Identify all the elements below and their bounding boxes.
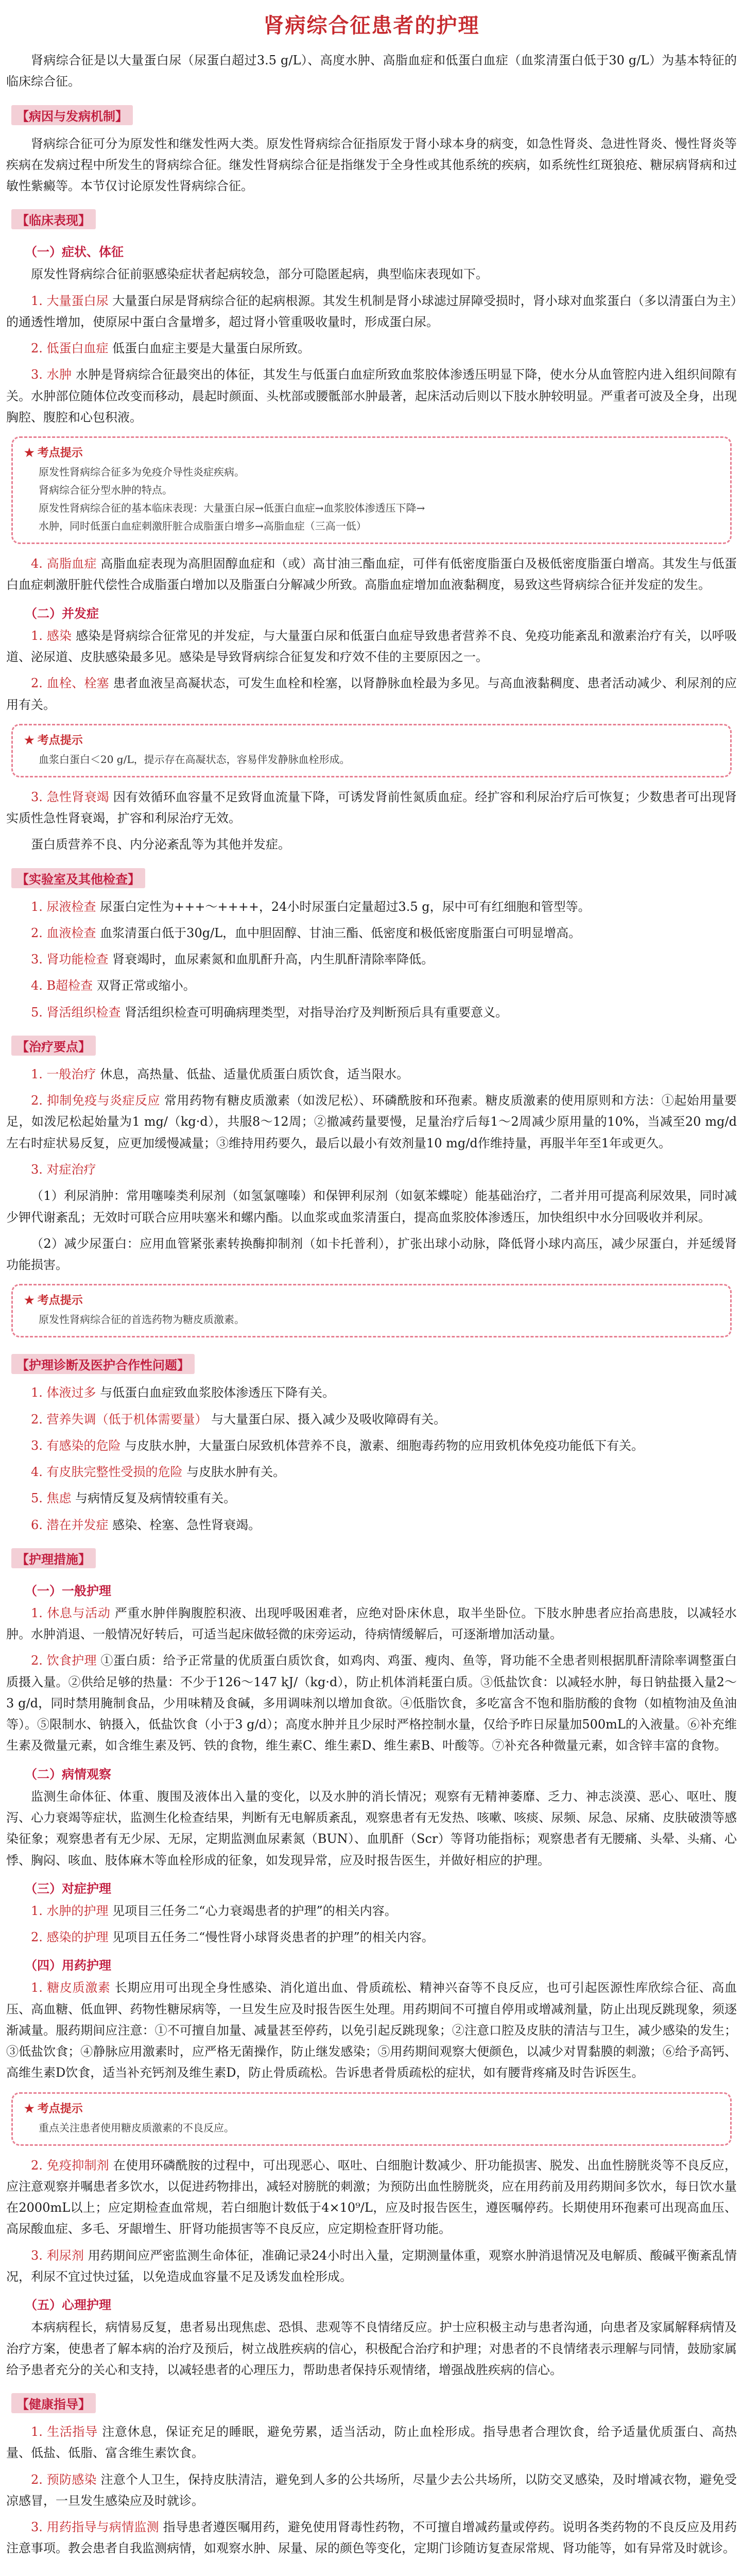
complication-thrombosis [6,673,737,716]
item-label: 3. 急性肾衰竭 [31,789,109,804]
item-text: 肾活组织检查可明确病理类型，对指导治疗及判断预后具有重要意义。 [125,1005,508,1020]
complication-infection [6,625,737,668]
tip-box-3 [11,1284,732,1337]
item-label: 6. 潜在并发症 [31,1517,109,1532]
item-label: 2. 低蛋白血症 [31,341,109,356]
complication-other: 蛋白质营养不良、内分泌紊乱等为其他并发症。 [31,837,290,852]
item-label: 1. 体液过多 [31,1385,96,1400]
section-heading-diagnosis: 【护理诊断及医护合作性问题】 [11,1354,195,1374]
item-label: 3. 对症治疗 [31,1162,96,1177]
item-label: 2. 饮食护理 [31,1653,97,1668]
item-label: 1. 休息与活动 [31,1605,111,1620]
item-label: 1. 感染 [31,628,72,643]
item-label: 2. 免疫抑制剂 [31,2158,109,2173]
health-item-infection [6,2469,737,2512]
section-heading-cause: 【病因与发病机制】 [11,105,133,125]
star-icon: ★ [24,733,34,747]
item-text: 因有效循环血容量不足致肾血流量下降，可诱发肾前性氮质血症。经扩容和利尿治疗后可恢复；少数患者可出现肾实质性急性肾衰竭，扩容和利尿治疗无效。 [6,789,737,826]
item-text: 水肿是肾病综合征最突出的体征，其发生与低蛋白血症所致血浆胶体渗透压明显下降，使水分从血管腔内进入组织间隙有关。水肿部位随体位改变而移动，晨起时颜面、头枕部或腰骶部水肿最著，起床活动后则以下肢水肿较明显。严重者可波及全身，出现胸腔、腹腔和心包积液。 [6,367,737,425]
item-text: 感染是肾病综合征常见的并发症，与大量蛋白尿和低蛋白血症导致患者营养不良、免疫功能紊乱和激素治疗有关，以呼吸道、泌尿道、皮肤感染最多见。感染是导致肾病综合征复发和疗效不佳的主要原因之一。 [6,628,737,664]
item-text: 与皮肤水肿有关。 [186,1465,286,1480]
item-label: 4. 有皮肤完整性受损的危险 [31,1465,183,1480]
subheading-symptomatic-care: （三）对症护理 [25,1880,111,1896]
item-text: 常用药物有糖皮质激素（如泼尼松）、环磷酰胺和环孢素。糖皮质激素的使用原则和方法：①起始用量要足，如泼尼松起始量为1 mg/（kg·d），共服8～12周；②撤减药量要慢，足量治疗后每1～2周减少原用量的10%，当减至20 mg/d左右时症状易反复，应更加缓慢减量；③维持用药要久，最后以最小有效剂量10 mg/d作维持量，再服半年至1年或更久。 [6,1093,737,1150]
tip-line: 水肿，同时低蛋白血症刺激肝脏合成脂蛋白增多→高脂血症（三高一低） [39,520,367,533]
item-text: 尿蛋白定性为+++～++++，24小时尿蛋白定量超过3.5 g，尿中可有红细胞和管型等。 [100,899,591,914]
item-label: 2. 营养失调（低于机体需要量） [31,1412,208,1427]
tip-heading: ★ 考点提示 [24,446,83,460]
tip-box-1 [11,436,732,544]
tip-box-4 [11,2092,732,2146]
clinical-item-proteinuria [6,291,737,333]
item-label: 1. 糖皮质激素 [31,1980,111,1995]
item-label: 3. 肾功能检查 [31,952,109,967]
tip-line: 原发性肾病综合征的首选药物为糖皮质激素。 [39,1313,245,1326]
item-text: ①蛋白质：给予正常量的优质蛋白质饮食，如鸡肉、鸡蛋、瘦肉、鱼等，肾功能不全患者则根据肌酐清除率调整蛋白质摄入量。②供给足够的热量：不少于126～147 kJ/（kg·d），防止机体消耗蛋白质。③低盐饮食：以减轻水肿，每日钠盐摄入量2～3 g/d，同时禁用腌制食品，少用味精及食碱，多用调味剂以增加食欲。④低脂饮食，多吃富含不饱和脂肪酸的食物（如植物油及鱼油等）。⑤限制水、钠摄入，低盐饮食（小于3 g/d）；高度水肿并且少尿时严格控制水量，仅给予昨日尿量加500mL的入液量。⑥补充维生素及微量元素，如含维生素及钙、铁的食物，维生素C、维生素D、维生素B、叶酸等。⑦补充各种微量元素，如含锌丰富的食物。 [6,1653,737,1753]
item-label: 3. 水肿 [31,367,72,382]
treat-item-immunosuppression [6,1090,737,1154]
lab-item-ultrasound [6,975,737,996]
diag-item-infection [6,1435,737,1456]
subheading-complications: （二）并发症 [25,605,99,621]
care-item-infection [6,1927,737,1948]
item-text: 与低蛋白血症致血浆胶体渗透压下降有关。 [100,1385,335,1400]
diag-item-nutrition [6,1409,737,1430]
item-text: 大量蛋白尿是肾病综合征的起病根源。其发生机制是肾小球滤过屏障受损时，肾小球对血浆蛋白（多以清蛋白为主）的通透性增加，使原尿中蛋白含量增多，超过肾小管重吸收量时，形成蛋白尿。 [6,293,737,329]
item-label: 4. B超检查 [31,978,93,993]
item-text: 长期应用可出现全身性感染、消化道出血、骨质疏松、精神兴奋等不良反应，也可引起医源性库欣综合征、高血压、高血糖、低血钾、药物性糖尿病等，一旦发生应及时报告医生处理。用药期间不可擅自停用或增减剂量，防止出现反跳现象，须逐渐减量。服药期间应注意：①不可擅自加量、减量甚至停药，以免引起反跳现象；②注意口腔及皮肤的清洁与卫生，减少感染的发生；③低盐饮食；④静脉应用激素时，应严格无菌操作，防止继发感染；⑤用药期间观察大便颜色，以减少对胃黏膜的刺激；⑥给予高钙、高维生素D饮食，适当补充钙剂及维生素D，防止骨质疏松。告诉患者骨质疏松的症状，如有腰背疼痛及时告诉医生。 [6,1980,737,2080]
section-heading-lab: 【实验室及其他检查】 [11,868,145,888]
care-item-diet [6,1650,737,1756]
section-heading-treatment: 【治疗要点】 [11,1036,96,1056]
health-item-medication [6,2517,737,2560]
tip-heading: ★ 考点提示 [24,1294,83,1308]
item-label: 1. 水肿的护理 [31,1903,109,1918]
symptoms-intro: 原发性肾病综合征前驱感染症状者起病较急，部分可隐匿起病，典型临床表现如下。 [31,267,488,282]
item-text: 与大量蛋白尿、摄入减少及吸收障碍有关。 [211,1412,446,1427]
diag-item-complications [6,1515,737,1536]
item-text: 与病情反复及病情较重有关。 [75,1491,236,1506]
tip-heading: ★ 考点提示 [24,733,83,747]
clinical-item-hypoalbuminemia [6,338,737,359]
item-text: 注意休息，保证充足的睡眠，避免劳累，适当活动，防止血栓形成。指导患者合理饮食，给予适量优质蛋白、高热量、低盐、低脂、富含维生素饮食。 [6,2425,737,2461]
subheading-psychological: （五）心理护理 [25,2297,111,2313]
care-item-edema [6,1901,737,1922]
star-icon: ★ [24,2102,34,2115]
clinical-item-hyperlipidemia [6,553,737,596]
section-heading-care: 【护理措施】 [11,1548,96,1568]
star-icon: ★ [24,1294,34,1308]
tip-line: 重点关注患者使用糖皮质激素的不良反应。 [39,2121,234,2134]
med-item-immunosuppressants [6,2155,737,2240]
tip-heading: ★ 考点提示 [24,2102,83,2115]
med-item-steroids [6,1977,737,2083]
subheading-medication: （四）用药护理 [25,1958,111,1973]
item-label: 3. 利尿剂 [31,2248,84,2263]
item-text: 严重水肿伴胸腹腔积液、出现呼吸困难者，应绝对卧床休息，取半坐卧位。下肢水肿患者应抬高患肢，以减轻水肿。水肿消退、一般情况好转后，可适当起床做轻微的床旁运动，待病情缓解后，可逐渐增加活动量。 [6,1605,737,1642]
item-text: 高脂血症表现为高胆固醇血症和（或）高甘油三酯血症，可伴有低密度脂蛋白及极低密度脂蛋白增高。其发生与低蛋白血症刺激肝脏代偿性合成脂蛋白增加以及脂蛋白分解减少所致。高脂血症增加血液黏稠度，易致这些肾病综合征并发症的发生。 [6,556,737,592]
subheading-general-care: （一）一般护理 [25,1583,111,1598]
med-item-diuretics [6,2245,737,2288]
item-label: 4. 高脂血症 [31,556,97,571]
treat-item-general [6,1064,737,1085]
lab-item-renal-function [6,949,737,970]
tip-line: 原发性肾病综合征的基本临床表现：大量蛋白尿→低蛋白血症→血浆胶体渗透压下降→ [39,502,425,515]
tip-line: 原发性肾病综合征多为免疫介导性炎症疾病。 [39,466,245,479]
item-label: 2. 抑制免疫与炎症反应 [31,1093,160,1108]
item-text: 低蛋白血症主要是大量蛋白尿所致。 [112,341,310,356]
lab-item-blood [6,923,737,944]
diag-item-anxiety [6,1488,737,1509]
item-label: 2. 血液检查 [31,925,96,940]
item-text: 见项目三任务二“心力衰竭患者的护理”的相关内容。 [112,1903,397,1918]
care-item-rest [6,1603,737,1646]
item-text: 见项目五任务二“慢性肾小球肾炎患者的护理”的相关内容。 [112,1930,434,1945]
item-text: 血浆清蛋白低于30g/L，血中胆固醇、甘油三酯、低密度和极低密度脂蛋白可明显增高。 [100,925,581,940]
subheading-symptoms: （一）症状、体征 [25,244,124,260]
subheading-observation: （二）病情观察 [25,1766,111,1782]
health-item-life [6,2421,737,2464]
cause-paragraph: 肾病综合征可分为原发性和继发性两大类。原发性肾病综合征指原发于肾小球本身的病变，如急性肾炎、急进性肾炎、慢性肾炎等疾病在发病过程中所发生的肾病综合征。继发性肾病综合征是指继发于全身性或其他系统的疾病，如系统性红斑狼疮、糖尿病肾病和过敏性紫癜等。本节仅讨论原发性肾病综合征。 [6,136,737,194]
item-text: 患者血液呈高凝状态，可发生血栓和栓塞，以肾静脉血栓最为多见。与高血液黏稠度、患者活动减少、利尿剂的应用有关。 [6,676,737,712]
item-text: 双肾正常或缩小。 [96,978,196,993]
item-text: 在使用环磷酰胺的过程中，可出现恶心、呕吐、白细胞计数减少、肝功能损害、脱发、出血性膀胱炎等不良反应，应注意观察并嘱患者多饮水，以促进药物排出，减轻对膀胱的刺激；为预防出血性膀胱炎，应在用药前及用药期间多饮水，每日饮水量在2000mL以上；应定期检查血常规，若白细胞计数低于4×10⁹/L，应及时报告医生，遵医嘱停药。长期使用环孢素可出现高血压、高尿酸血症、多毛、牙龈增生、肝肾功能损害等不良反应，应定期检查肝肾功能。 [6,2158,737,2236]
lab-item-biopsy [6,1002,737,1023]
treat-item-symptomatic [6,1159,737,1180]
treat-proteinuria: （2）减少尿蛋白：应用血管紧张素转换酶抑制剂（如卡托普利），扩张出球小动脉，降低肾小球内高压，减少尿蛋白，并延缓肾功能损害。 [6,1236,737,1273]
item-label: 2. 血栓、栓塞 [31,676,109,691]
item-label: 3. 用药指导与病情监测 [31,2520,159,2535]
clinical-item-edema [6,364,737,428]
intro-paragraph: 肾病综合征是以大量蛋白尿（尿蛋白超过3.5 g/L）、高度水肿、高脂血症和低蛋白血症（血浆清蛋白低于30 g/L）为基本特征的临床综合征。 [6,53,737,89]
item-label: 2. 感染的护理 [31,1930,109,1945]
section-heading-health: 【健康指导】 [11,2393,96,2413]
tip-line: 肾病综合征分型水肿的特点。 [39,484,172,497]
observation-paragraph: 监测生命体征、体重、腹围及液体出入量的变化，以及水肿的消长情况；观察有无精神萎靡、乏力、神志淡漠、恶心、呕吐、腹泻、心力衰竭等症状，监测生化检查结果，判断有无电解质紊乱，观察患者有无发热、咳嗽、咳痰、尿频、尿急、尿痛、皮肤破溃等感染征象；观察患者有无少尿、无尿，定期监测血尿素氮（BUN）、血肌酐（Scr）等肾功能指标；观察患者有无腰痛、头晕、头痛、心悸、胸闷、咳血、肢体麻木等血栓形成的征象，如发现异常，应及时报告医生，并做好相应的护理。 [6,1789,737,1868]
star-icon: ★ [24,446,34,460]
item-text: 指导患者遵医嘱用药，避免使用肾毒性药物，不可擅自增减药量或停药。说明各类药物的不良反应及用药注意事项。教会患者自我监测病情，如观察水肿、尿量、尿的颜色等变化，定期门诊随访复查尿常规、肾功能等，如有异常及时就诊。 [6,2520,737,2556]
item-text: 感染、栓塞、急性肾衰竭。 [112,1517,261,1532]
item-text: 注意个人卫生，保持皮肤清洁，避免到人多的公共场所，尽量少去公共场所，以防交叉感染，及时增减衣物，避免受凉感冒，一旦发生感染应及时就诊。 [6,2472,737,2508]
diag-item-skin [6,1462,737,1483]
item-label: 2. 预防感染 [31,2472,97,2487]
item-label: 1. 一般治疗 [31,1066,96,1081]
item-label: 5. 焦虑 [31,1491,72,1506]
psychological-paragraph: 本病病程长，病情易反复，患者易出现焦虑、恐惧、悲观等不良情绪反应。护士应积极主动与患者沟通，向患者及家属解释病情及治疗方案，使患者了解本病的治疗及预后，树立战胜疾病的信心，积极配合治疗和护理；对患者的不良情绪表示理解与同情，鼓励家属给予患者充分的关心和支持，以减轻患者的心理压力，帮助患者保持乐观情绪，增强战胜疾病的信心。 [6,2320,737,2377]
item-label: 1. 大量蛋白尿 [31,293,109,308]
complication-renal-failure [6,787,737,829]
tip-line: 血浆白蛋白＜20 g/L，提示存在高凝状态，容易伴发静脉血栓形成。 [39,753,350,766]
item-label: 1. 生活指导 [31,2425,98,2439]
item-text: 休息，高热量、低盐、适量优质蛋白质饮食，适当限水。 [100,1066,409,1081]
diag-item-fluid [6,1382,737,1403]
treat-diuresis: （1）利尿消肿：常用噻嗪类利尿剂（如氢氯噻嗪）和保钾利尿剂（如氨苯蝶啶）能基础治疗，二者并用可提高利尿效果，同时减少钾代谢紊乱；无效时可联合应用呋塞米和螺内酯。以血浆或血浆清蛋白，提高血浆胶体渗透压，加快组织中水分回吸收并利尿。 [6,1189,737,1225]
tip-box-2 [11,724,732,777]
item-text: 肾衰竭时，血尿素氮和血肌酐升高，内生肌酐清除率降低。 [112,952,434,967]
section-heading-clinical: 【临床表现】 [11,209,96,229]
lab-item-urine [6,896,737,918]
item-label: 1. 尿液检查 [31,899,96,914]
item-text: 与皮肤水肿，大量蛋白尿致机体营养不良，激素、细胞毒药物的应用致机体免疫功能低下有关。 [125,1438,644,1453]
item-text: 用药期间应严密监测生命体征，准确记录24小时出入量，定期测量体重，观察水肿消退情况及电解质、酸碱平衡紊乱情况，利尿不宜过快过猛，以免造成血容量不足及诱发血栓形成。 [6,2248,737,2284]
page-title: 肾病综合征患者的护理 [263,13,480,38]
item-label: 3. 有感染的危险 [31,1438,121,1453]
item-label: 5. 肾活组织检查 [31,1005,121,1020]
